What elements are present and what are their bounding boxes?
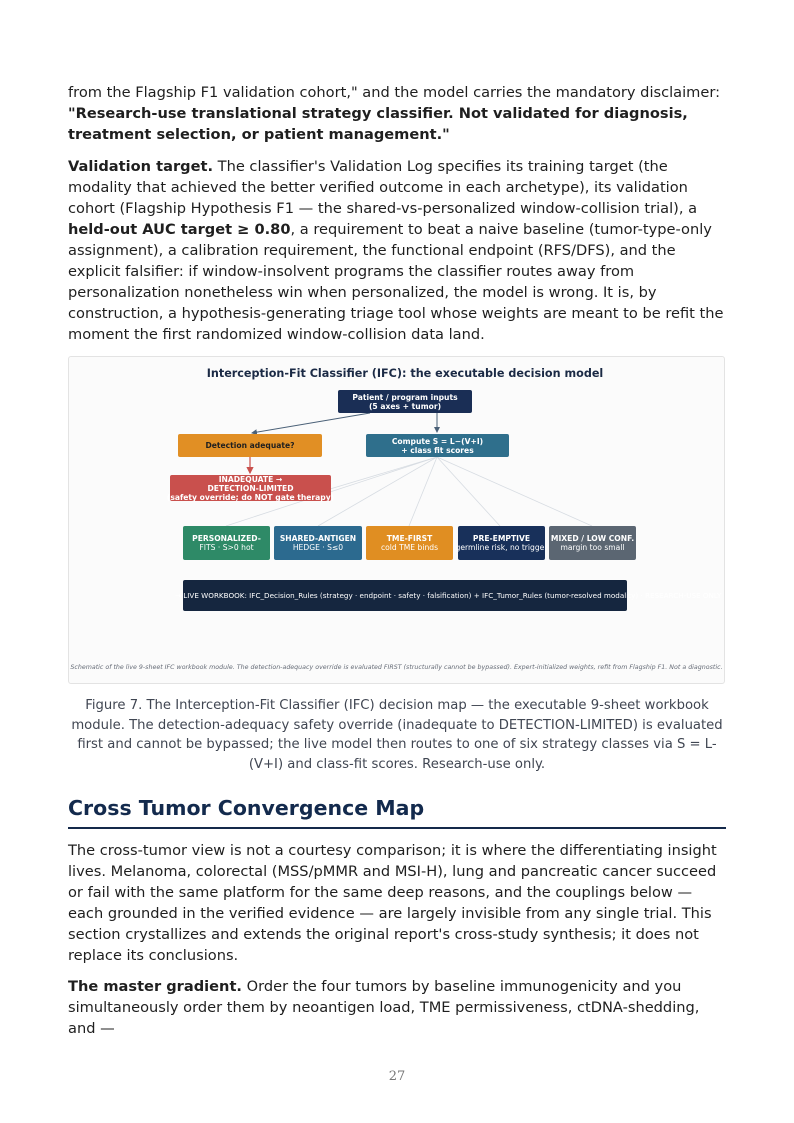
lead-in-bold: Validation target. [68,158,214,175]
heading-rule [68,827,726,829]
edge-compute-class-5 [437,457,592,526]
edge-compute-class-2 [318,457,437,526]
paragraph-cross-tumor: The cross-tumor view is not a courtesy comparison; it is where the differentiating insight lives. Melanoma, colorectal (MSS/pMMR and MSI-H), lung and pancreatic cancer succeed or fail with the same platform for the same deep reasons, and the couplings below — each grounded in the verified evidence — are largely invisible from any single trial. This section crystallizes and extends the original report's cross-study synthesis; it does not replace its conclusions. [68,842,717,964]
class-shared-antigen-hedge: SHARED-ANTIGEN HEDGE · S≤0 [274,526,362,560]
auc-target-bold: held-out AUC target ≥ 0.80 [68,221,291,238]
text-run: from the Flagship F1 validation cohort," and the model carries the mandatory disclaimer: [68,84,721,101]
node-detection-adequate: Detection adequate? [178,434,322,457]
text-run: Order the four tumors by baseline immunogenicity and you simultaneously order them by neoantigen load, TME permissiveness, ctDNA-shedding, and — [68,978,700,1037]
live-workbook-banner: → LIVE WORKBOOK: IFC_Decision_Rules (strategy · endpoint · safety · falsification) + IFC_Tumor_Rules (tumor-resolved modality) · RESEARCH-USE ONLY [183,580,627,611]
edge-inputs-detection [252,413,370,433]
class-mixed-low-confidence: MIXED / LOW CONF. margin too small [549,526,636,560]
section-heading: Cross Tumor Convergence Map [68,796,425,820]
node-program-inputs: Patient / program inputs (5 axes + tumor) [338,390,472,413]
text-run: , a requirement to beat a naive baseline (tumor-type-only assignment), a calibration requirement, the functional endpoint (RFS/DFS), and the explicit falsifier: if window-insolvent programs the classifier routes away from personalization nonetheless win when personalized, the model is wrong. It is, by construction, a hypothesis-generating triage tool whose weights are meant to be refit the moment the first randomized window-collision data land. [68,221,724,343]
edge-compute-class-4 [437,457,500,526]
node-compute-score: Compute S = L−(V+I) + class fit scores [366,434,509,457]
paragraph-master-gradient [68,976,726,1039]
text-run: The classifier's Validation Log specifies its training target (the modality that achieved the better verified outcome in each archetype), its validation cohort (Flagship Hypothesis F1 — the shared-vs-personalized window-collision trial), a [68,158,698,217]
figure-caption: Figure 7. The Interception-Fit Classifier (IFC) decision map — the executable 9-sheet workbook module. The detection-adequacy safety override (inadequate to DETECTION-LIMITED) is evaluated first and cannot be bypassed; the live model then routes to one of six strategy classes via S = L-(V+I) and class-fit scores. Research-use only. [71,698,723,772]
node-detection-limited: INADEQUATE → DETECTION-LIMITED (safety override; do NOT gate therapy) [166,474,335,502]
lead-in-bold: The master gradient. [68,978,242,995]
edge-compute-class-3 [409,457,437,526]
disclaimer-bold: "Research-use translational strategy classifier. Not validated for diagnosis, treatment selection, or patient management." [68,105,688,143]
class-pre-emptive: PRE-EMPTIVE germline risk, no trigger [458,526,545,560]
edge-compute-inadequate [320,457,437,492]
figure-title: Interception-Fit Classifier (IFC): the executable decision model [206,367,604,380]
figure-note: Schematic of the live 9-sheet IFC workbook module. The detection-adequacy override is evaluated FIRST (structurally cannot be bypassed). Expert-initialized weights, refit from Flagship F1. Not a diagnostic. [70,664,723,671]
page-number: 27 [388,1069,406,1084]
class-personalized-fits: PERSONALIZED- FITS · S>0 hot [183,526,270,560]
class-tme-first: TME-FIRST cold TME binds [366,526,453,560]
